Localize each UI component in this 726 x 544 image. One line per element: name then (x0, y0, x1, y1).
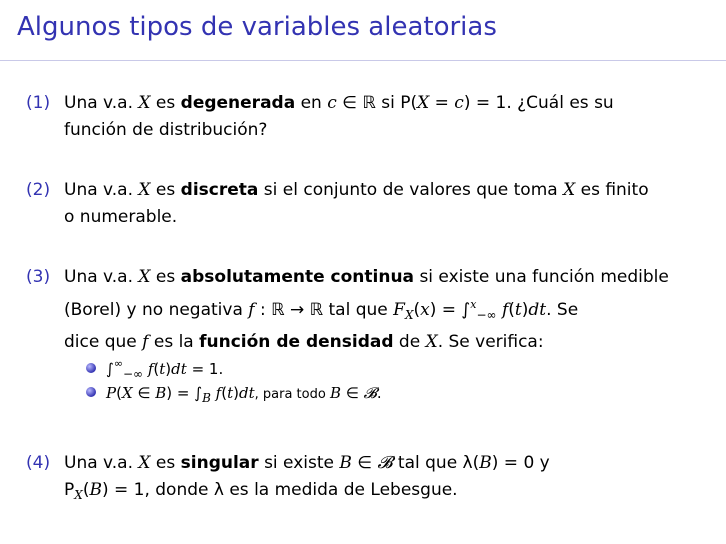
item-body (64, 177, 714, 231)
item-line: Una v.a. X es degenerada en c ∈ ℝ si P(X = c) = 1. ¿Cuál es su (64, 93, 614, 113)
list-item-4 (26, 450, 714, 509)
item-number: (3) (26, 267, 51, 287)
bullet-icon (86, 363, 96, 373)
item-number: (2) (26, 180, 51, 200)
item-number: (1) (26, 93, 51, 113)
slide-title: Algunos tipos de variables aleatorias (17, 12, 497, 42)
item-line: Una v.a. X es singular si existe B ∈ 𝓑 tal que λ(B) = 0 y (64, 453, 550, 473)
bullet-item-1: $\int^\infty_{-\infty}$ f(t)dt = 1. (86, 352, 223, 386)
item-body (64, 450, 714, 509)
item-number: (4) (26, 453, 51, 473)
title-bar (0, 0, 726, 62)
item-line: Una v.a. X es absolutamente continua si existe una función medible (64, 267, 669, 287)
list-item-2 (26, 177, 714, 231)
item-line: $P_X(B) = 1$, donde λ es la medida de Lebesgue. (64, 480, 458, 502)
bullet-item-2: P(X ∈ $B) = \int_B$ f(t)dt, para todo B ∈ 𝓑. (86, 381, 382, 410)
item-line: Una v.a. X es discreta si el conjunto de valores que toma X es finito (64, 180, 649, 200)
item-line: dice que f es la función de densidad de X. Se verifica: (64, 332, 544, 352)
item-body (64, 264, 714, 356)
item-line: función de distribución? (64, 120, 268, 140)
bullet-icon (86, 387, 96, 397)
title-divider (0, 60, 726, 61)
item-body (64, 90, 714, 144)
item-line: o numerable. (64, 207, 178, 227)
item-line: (Borel) y no negativa f : ℝ → ℝ tal que $F_X(x) = \int^x_{-\infty}$ f(t)dt. Se (64, 298, 579, 322)
list-item-1 (26, 90, 714, 144)
list-item-3 (26, 264, 714, 356)
